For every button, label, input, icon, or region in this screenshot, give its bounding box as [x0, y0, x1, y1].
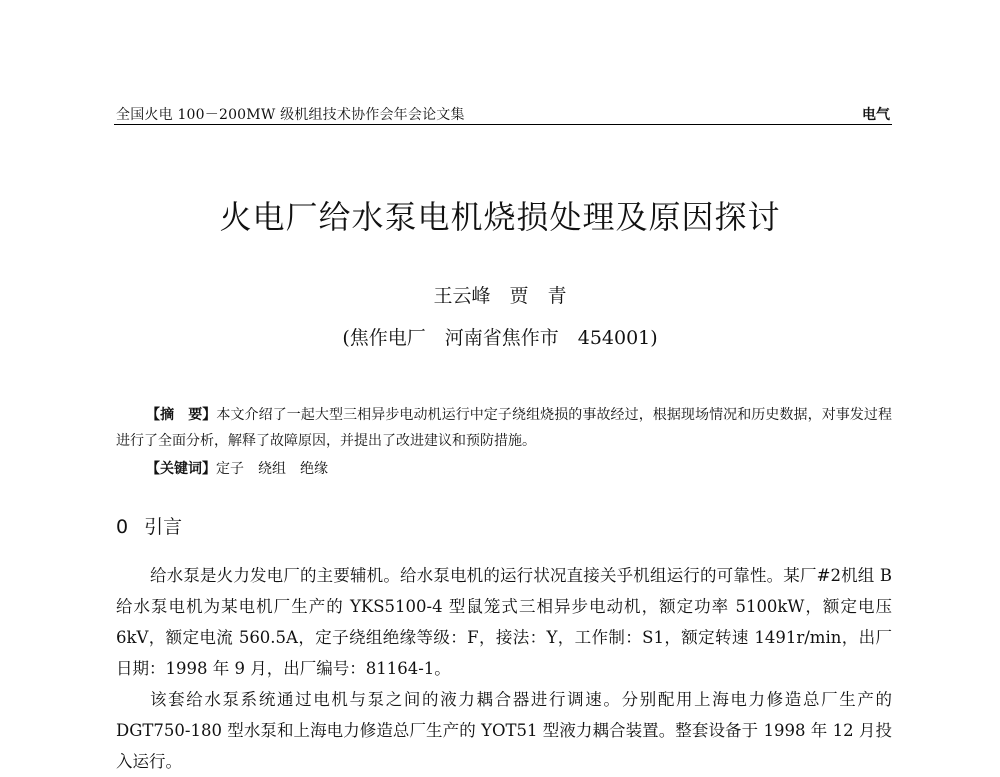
section-heading [116, 512, 182, 539]
keywords-label: 【关键词】 [146, 461, 216, 477]
body-paragraph: 该套给水泵系统通过电机与泵之间的液力耦合器进行调速。分别配用上海电力修造总厂生产的DGT750-180 型水泵和上海电力修造总厂生产的 YOT51 型液力耦合装置。整套设备于 1998 年 12 月投入运行。 [116, 690, 892, 771]
keyword-item: 绝缘 [300, 461, 328, 477]
running-header-proceedings: 全国火电 100－200MW 级机组技术协作会年会论文集 [116, 107, 465, 123]
section-number: 0 [116, 516, 129, 538]
paper-title: 火电厂给水泵电机烧损处理及原因探讨 [219, 198, 781, 236]
keywords-block [146, 458, 342, 478]
abstract-text: 本文介绍了一起大型三相异步电动机运行中定子绕组烧损的事故经过，根据现场情况和历史数据，对事发过程进行了全面分析，解释了故障原因，并提出了改进建议和预防措施。 [116, 407, 893, 449]
abstract-label: 【摘 要】 [146, 407, 217, 423]
running-header-section: 电气 [862, 107, 890, 123]
body-text [116, 560, 892, 777]
header-divider [114, 124, 892, 125]
abstract-block [116, 402, 892, 454]
paper-authors: 王云峰 贾 青 [433, 285, 567, 307]
section-title: 引言 [144, 516, 183, 538]
body-paragraph: 给水泵是火力发电厂的主要辅机。给水泵电机的运行状况直接关乎机组运行的可靠性。某厂#2机组 B 给水泵电机为某电机厂生产的 YKS5100-4 型鼠笼式三相异步电动机，额定功率 5100kW，额定电压 6kV，额定电流 560.5A，定子绕组绝缘等级：F，接法：Y，工作制：S1，额定转速 1491r/min，出厂日期：1998 年 9 月，出厂编号：81164-1。 [116, 566, 892, 678]
keyword-item: 定子 [216, 461, 244, 477]
paper-affiliation: (焦作电厂 河南省焦作市 454001) [342, 327, 658, 349]
keyword-item: 绕组 [258, 461, 286, 477]
